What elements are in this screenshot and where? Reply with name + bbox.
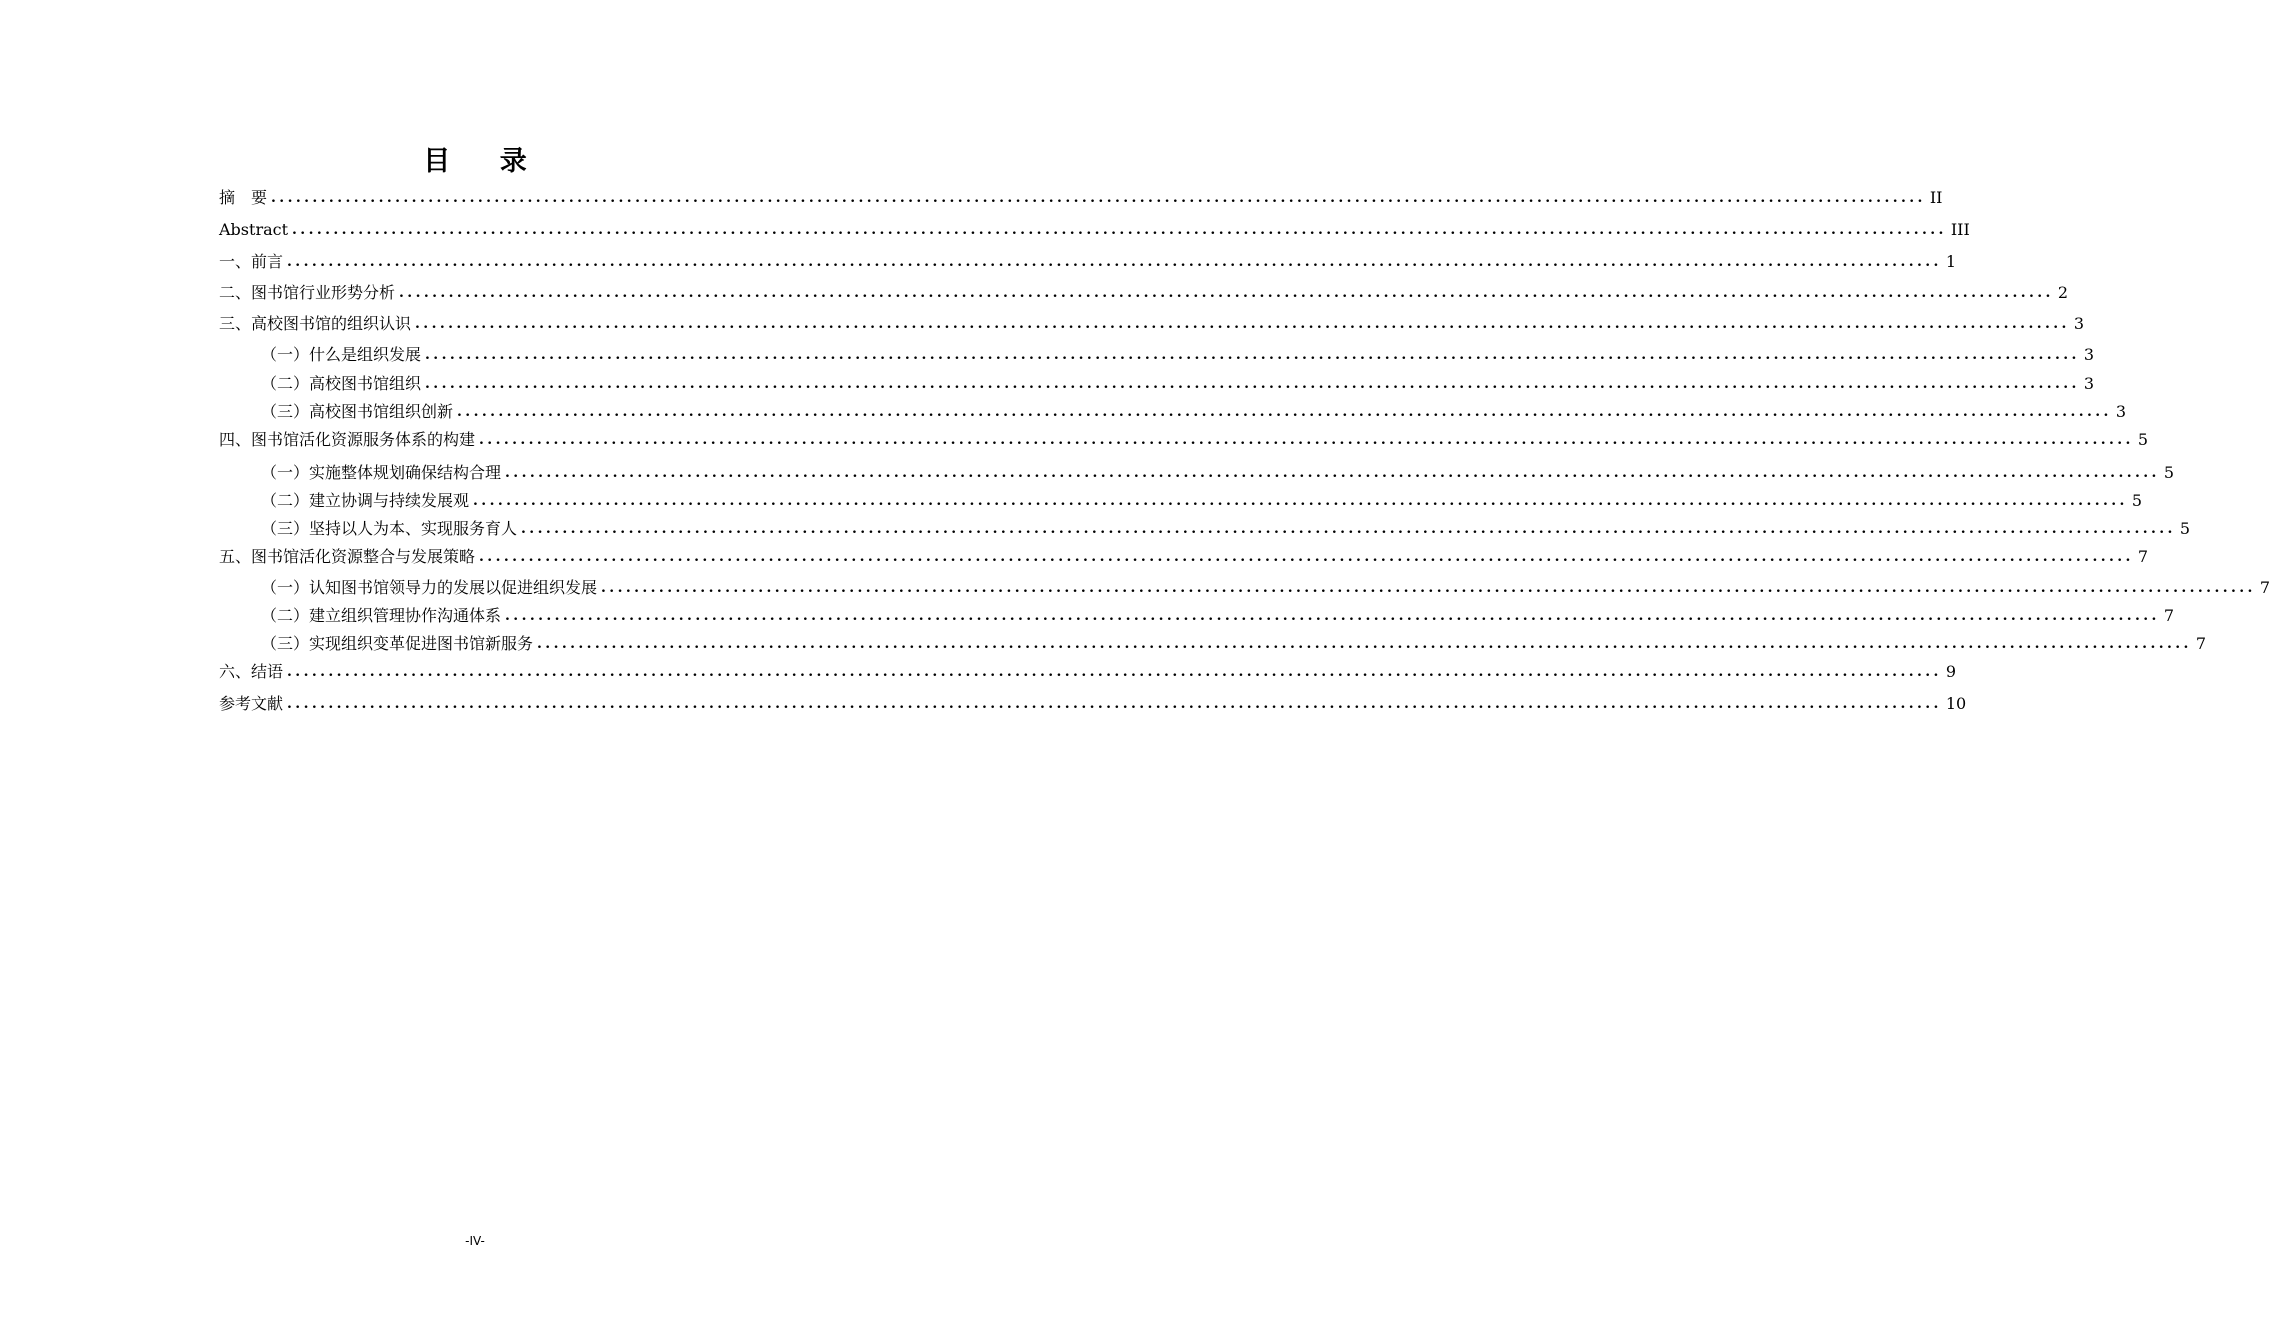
- toc-entry[interactable]: [261, 398, 2127, 426]
- toc-leader-dots: ........................................................................................................................................................................................................: [457, 404, 2112, 420]
- toc-leader-dots: ........................................................................................................................................................................................................: [479, 549, 2134, 565]
- toc-entry[interactable]: [219, 658, 1957, 686]
- toc-entry[interactable]: [261, 459, 2175, 487]
- page-title: 目 录: [423, 146, 547, 177]
- toc-leader-dots: ........................................................................................................................................................................................................: [601, 580, 2256, 596]
- toc-entry-page: 7: [2163, 606, 2175, 625]
- toc-leader-dots: ........................................................................................................................................................................................................: [287, 696, 1942, 712]
- toc-entry[interactable]: [261, 370, 2095, 398]
- toc-entry[interactable]: [261, 487, 2143, 515]
- toc-entry-label: （三）实现组织变革促进图书馆新服务: [261, 634, 534, 653]
- toc-entry[interactable]: [219, 248, 1957, 276]
- toc-entry-label: 六、结语: [219, 662, 284, 681]
- toc-leader-dots: ........................................................................................................................................................................................................: [521, 521, 2176, 537]
- toc-entry-page: 3: [2083, 345, 2095, 364]
- toc-entry-page: 10: [1945, 694, 1967, 713]
- toc-leader-dots: ........................................................................................................................................................................................................: [505, 608, 2160, 624]
- toc-entry-label: （三）坚持以人为本、实现服务育人: [261, 519, 518, 538]
- toc-entry[interactable]: [219, 690, 1967, 718]
- toc-entry[interactable]: [219, 426, 2149, 454]
- toc-leader-dots: ........................................................................................................................................................................................................: [505, 465, 2160, 481]
- toc-leader-dots: ........................................................................................................................................................................................................: [292, 222, 1947, 238]
- toc-entry-label: 五、图书馆活化资源整合与发展策略: [219, 547, 476, 566]
- toc-entry-page: II: [1929, 188, 1943, 207]
- toc-entry-label: Abstract: [219, 220, 289, 239]
- toc-entry[interactable]: [261, 574, 2270, 602]
- toc-leader-dots: ........................................................................................................................................................................................................: [537, 636, 2192, 652]
- toc-leader-dots: ........................................................................................................................................................................................................: [271, 190, 1926, 206]
- toc-entry[interactable]: [219, 543, 2149, 571]
- toc-leader-dots: ........................................................................................................................................................................................................: [415, 316, 2070, 332]
- toc-entry-label: （一）什么是组织发展: [261, 345, 422, 364]
- toc-leader-dots: ........................................................................................................................................................................................................: [479, 432, 2134, 448]
- toc-entry[interactable]: [261, 602, 2175, 630]
- toc-entry-page: 5: [2131, 491, 2143, 510]
- toc-entry-page: 3: [2115, 402, 2127, 421]
- toc-entry-page: 9: [1945, 662, 1957, 681]
- toc-entry-page: 7: [2195, 634, 2207, 653]
- toc-entry-page: 3: [2083, 374, 2095, 393]
- toc-leader-dots: ........................................................................................................................................................................................................: [425, 376, 2080, 392]
- toc-entry-page: 7: [2259, 578, 2270, 597]
- toc-entry-label: （三）高校图书馆组织创新: [261, 402, 454, 421]
- toc-entry-label: 摘 要: [219, 188, 268, 207]
- toc-entry[interactable]: [261, 341, 2095, 369]
- toc-entry[interactable]: [261, 515, 2191, 543]
- toc-entry-label: 二、图书馆行业形势分析: [219, 283, 396, 302]
- page-number: -IV-: [465, 1234, 485, 1248]
- toc-entry-page: 3: [2073, 314, 2085, 333]
- toc-entry[interactable]: [219, 184, 1943, 212]
- toc-leader-dots: ........................................................................................................................................................................................................: [425, 347, 2080, 363]
- toc-entry-label: 一、前言: [219, 252, 284, 271]
- toc-entry-label: （一）实施整体规划确保结构合理: [261, 463, 502, 482]
- toc-entry-page: 2: [2057, 283, 2069, 302]
- toc-entry-page: III: [1950, 220, 1970, 239]
- toc-leader-dots: ........................................................................................................................................................................................................: [473, 493, 2128, 509]
- toc-entry-label: （二）建立组织管理协作沟通体系: [261, 606, 502, 625]
- toc-entry-page: 5: [2179, 519, 2191, 538]
- toc-entry[interactable]: [219, 279, 2069, 307]
- toc-entry-label: 三、高校图书馆的组织认识: [219, 314, 412, 333]
- toc-entry-label: （二）建立协调与持续发展观: [261, 491, 470, 510]
- toc-entry-label: 参考文献: [219, 694, 284, 713]
- toc-entry-page: 1: [1945, 252, 1957, 271]
- toc-entry[interactable]: [261, 630, 2207, 658]
- toc-entry[interactable]: [219, 310, 2085, 338]
- toc-entry-label: （一）认知图书馆领导力的发展以促进组织发展: [261, 578, 598, 597]
- toc-entry-label: （二）高校图书馆组织: [261, 374, 422, 393]
- toc-entry-page: 7: [2137, 547, 2149, 566]
- toc-entry-page: 5: [2137, 430, 2149, 449]
- toc-entry[interactable]: [219, 216, 1970, 244]
- toc-leader-dots: ........................................................................................................................................................................................................: [287, 664, 1942, 680]
- toc-leader-dots: ........................................................................................................................................................................................................: [287, 254, 1942, 270]
- toc-leader-dots: ........................................................................................................................................................................................................: [399, 285, 2054, 301]
- toc-entry-label: 四、图书馆活化资源服务体系的构建: [219, 430, 476, 449]
- toc-entry-page: 5: [2163, 463, 2175, 482]
